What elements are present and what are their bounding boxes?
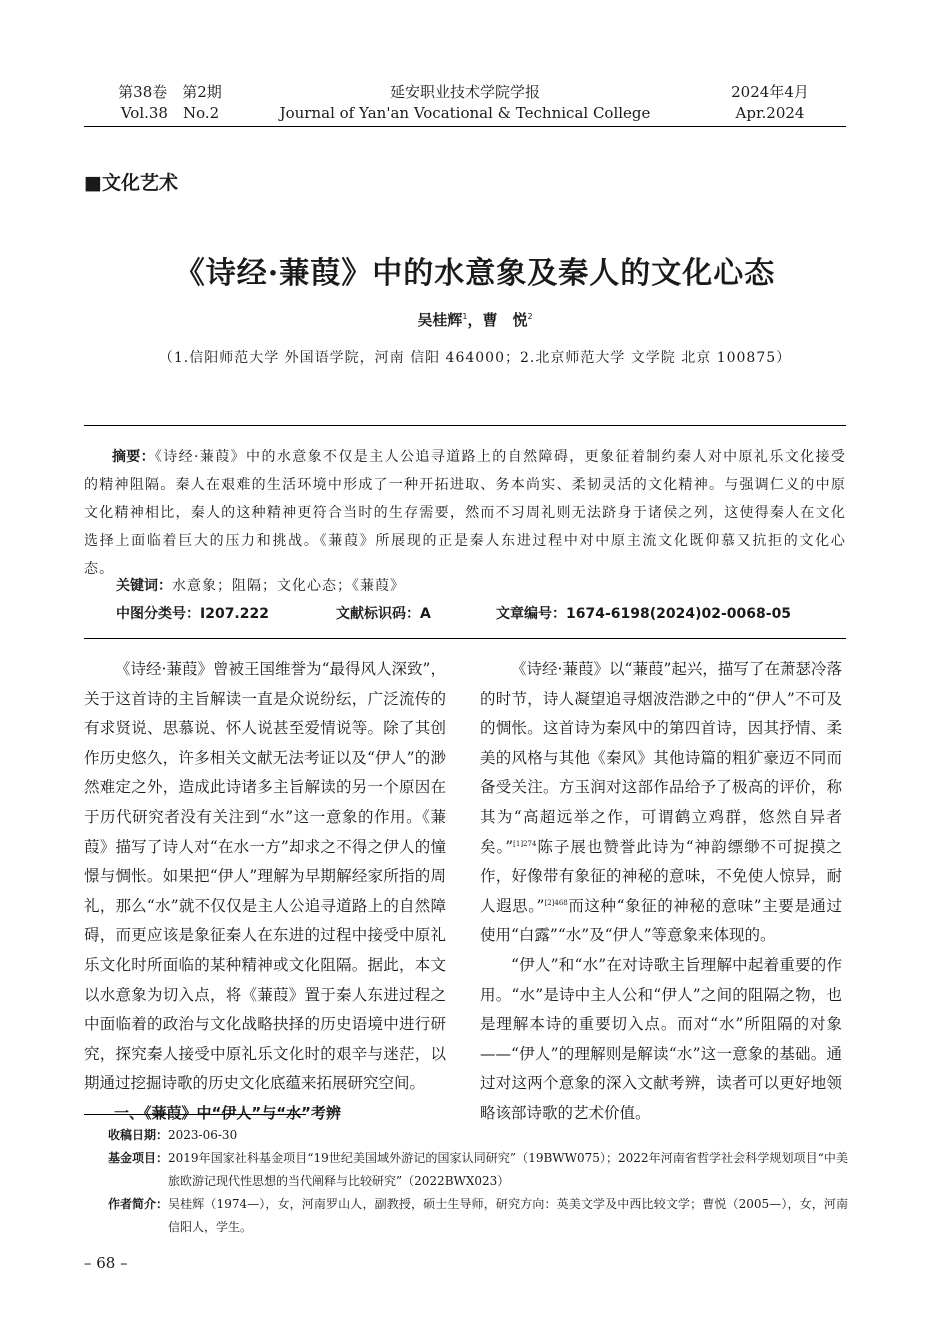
abstract-label: 摘要： [112,449,155,465]
author-bio-label: 作者简介： [108,1197,169,1211]
authors [0,309,950,330]
received-date: 2023-06-30 [168,1128,238,1142]
header-date-en: Apr.2024 [735,104,805,122]
author-2-sup: 2 [527,312,533,321]
footnote-author [108,1193,848,1239]
affiliation: （1.信阳师范大学 外国语学院，河南 信阳 464000；2.北京师范大学 文学院 北京 100875） [158,350,792,366]
header-volume-en: Vol.38 No.2 [120,104,220,122]
author-1-sup: 1 [462,312,468,321]
citation-ref: [2]468 [544,898,568,907]
body-text: 而这种“象征的神秘的意味”主要是通过使用“白露”“水”及“伊人”等意象来体现的。 [480,896,842,945]
footnote-received [108,1124,848,1147]
body-paragraph [480,655,842,951]
author-bio-text: 吴桂辉（1974—），女，河南罗山人，副教授，硕士生导师，研究方向：英美文学及中西比较文学；曹悦（2005—），女，河南信阳人，学生。 [168,1197,848,1234]
abstract-bottom-rule [84,638,846,639]
header-volume [100,82,240,124]
article-title: 《诗经·蒹葭》中的水意象及秦人的文化心态 [174,256,776,291]
body-paragraph: “伊人”和“水”在对诗歌主旨理解中起着重要的作用。“水”是诗中主人公和“伊人”之间的阻隔之物，也是理解本诗的重要切入点。而对“水”所阻隔的对象——“伊人”的理解则是解读“水”这一意象的基础。通过对这两个意象的深入文献考辨，读者可以更好地领略该部诗歌的艺术价值。 [480,955,842,1122]
author-1: 吴桂辉 [417,311,463,329]
header-date [690,82,850,124]
received-label: 收稿日期： [108,1128,169,1142]
author-separator: ， [467,311,483,329]
body-paragraph: 《诗经·蒹葭》曾被王国维誉为“最得风人深致”，关于这首诗的主旨解读一直是众说纷纭，广泛流传的有求贤说、思慕说、怀人说甚至爱情说等。除了其创作历史悠久，许多相关文献无法考证以及“伊人”的渺然难定之外，造成此诗诸多主旨解读的另一个原因在于历代研究者没有关注到“水”这一意象的作用。《蒹葭》描写了诗人对“在水一方”却求之不得之伊人的憧憬与惆怅。如果把“伊人”理解为早期解经家所指的周礼，那么“水”就不仅仅是主人公追寻道路上的自然障碍，而更应该是象征秦人在东进的过程中接受中原礼乐文化时所面临的某种精神或文化阻隔。据此，本文以水意象为切入点，将《蒹葭》置于秦人东进过程之中面临着的政治与文化战略抉择的历史语境中进行研究，探究秦人接受中原礼乐文化时的艰辛与迷茫，以期通过挖掘诗歌的历史文化底蕴来拓展研究空间。 [84,660,446,1093]
header-volume-cn: 第38卷 第2期 [118,83,222,101]
section-tag: ■文化艺术 [84,172,178,194]
body-column-right [480,655,842,1129]
keywords-text: 水意象；阻隔；文化心态；《蒹葭》 [172,578,405,594]
footnote-fund [108,1147,848,1193]
footnotes [108,1124,848,1239]
header-journal [270,82,660,124]
section-heading: 一、《蒹葭》中“伊人”与“水”考辨 [114,1103,341,1122]
abstract-top-rule [84,425,846,426]
header-date-cn: 2024年4月 [731,83,809,101]
page-number: – 68 – [84,1254,128,1272]
footnote-rule [84,1114,306,1115]
body-column-left [84,655,446,1129]
document-code: 文献标识码：A [336,606,431,622]
clc-number: 中图分类号：I207.222 [116,606,269,622]
header-journal-en: Journal of Yan'an Vocational & Technical College [279,104,651,122]
abstract-text: 《诗经·蒹葭》中的水意象不仅是主人公追寻道路上的自然障碍，更象征着制约秦人对中原礼乐文化接受的精神阻隔。秦人在艰难的生活环境中形成了一种开拓进取、务本尚实、柔韧灵活的文化精神。与强调仁义的中原文化精神相比，秦人的这种精神更符合当时的生存需要，然而不习周礼则无法跻身于诸侯之列，这使得秦人在文化选择上面临着巨大的压力和挑战。《蒹葭》所展现的正是秦人东进过程中对中原主流文化既仰慕又抗拒的文化心态。 [84,449,846,577]
fund-label: 基金项目： [108,1151,169,1165]
body-text: 陈子展也赞誉此诗为“神韵缥缈不可捉摸之作，好像带有象征的神秘的意味，不免使人惊异，耐人遐思。” [480,837,842,915]
header-rule [84,126,846,127]
header-journal-cn: 延安职业技术学院学报 [389,83,540,101]
citation-ref: [1]274 [513,839,537,848]
body-text: 《诗经·蒹葭》以“蒹葭”起兴，描写了在萧瑟冷落的时节，诗人凝望追寻烟波浩渺之中的“伊人”不可及的惆怅。这首诗为秦风中的第四首诗，因其抒情、柔美的风格与其他《秦风》其他诗篇的粗犷豪迈不同而备受关注。方玉润对这部作品给予了极高的评价，称其为“高超远举之作，可谓鹤立鸡群，悠然自异者矣。” [480,660,842,856]
fund-text: 2019年国家社科基金项目“19世纪美国域外游记的国家认同研究”（19BWW075）；2022年河南省哲学社会科学规划项目“中美旅欧游记现代性思想的当代阐释与比较研究”（2022BWX023） [168,1151,848,1188]
article-number: 文章编号：1674-6198(2024)02-0068-05 [496,606,792,622]
keywords [116,575,405,595]
abstract [84,443,846,583]
author-2: 曹 悦 [482,311,528,329]
keywords-label: 关键词： [116,578,172,594]
